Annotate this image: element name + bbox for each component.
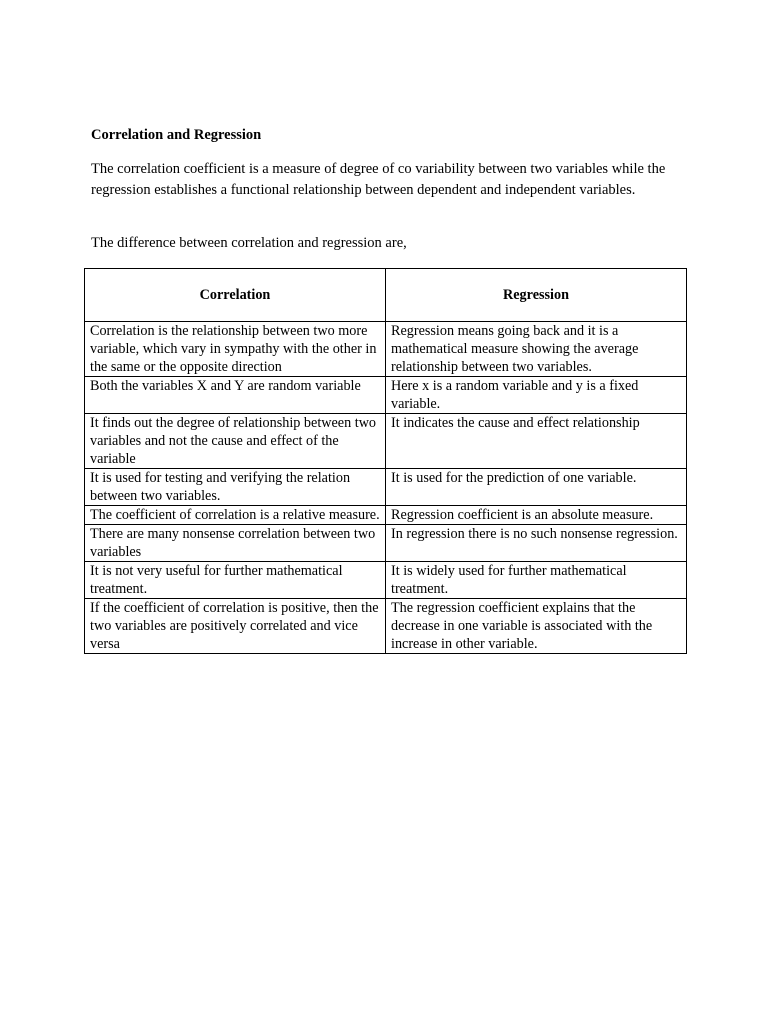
header-correlation: Correlation <box>85 269 386 322</box>
comparison-table <box>84 268 687 654</box>
correlation-cell: It is not very useful for further mathematical treatment. <box>85 562 386 599</box>
table-row <box>85 377 687 414</box>
table-row <box>85 414 687 469</box>
document-title: Correlation and Regression <box>91 127 262 143</box>
lead-sentence: The difference between correlation and regression are, <box>91 235 407 251</box>
correlation-cell: It is used for testing and verifying the relation between two variables. <box>85 469 386 506</box>
table-row <box>85 322 687 377</box>
correlation-cell: The coefficient of correlation is a relative measure. <box>85 506 386 525</box>
table-row <box>85 525 687 562</box>
table-row <box>85 469 687 506</box>
regression-cell: Regression coefficient is an absolute measure. <box>386 506 687 525</box>
correlation-cell: If the coefficient of correlation is positive, then the two variables are positively correlated and vice versa <box>85 599 386 654</box>
regression-cell: Here x is a random variable and y is a fixed variable. <box>386 377 687 414</box>
header-regression: Regression <box>386 269 687 322</box>
regression-cell: It is used for the prediction of one variable. <box>386 469 687 506</box>
regression-cell: It is widely used for further mathematical treatment. <box>386 562 687 599</box>
correlation-cell: Correlation is the relationship between two more variable, which vary in sympathy with the other in the same or the opposite direction <box>85 322 386 377</box>
table-row <box>85 599 687 654</box>
regression-cell: It indicates the cause and effect relationship <box>386 414 687 469</box>
regression-cell: Regression means going back and it is a mathematical measure showing the average relationship between two variables. <box>386 322 687 377</box>
regression-cell: The regression coefficient explains that the decrease in one variable is associated with the increase in other variable. <box>386 599 687 654</box>
correlation-cell: Both the variables X and Y are random variable <box>85 377 386 414</box>
table-header-row <box>85 269 687 322</box>
intro-paragraph: The correlation coefficient is a measure of degree of co variability between two variables while the regression establishes a functional relationship between dependent and independent variables. <box>91 161 666 198</box>
table-row <box>85 506 687 525</box>
table-row <box>85 562 687 599</box>
correlation-cell: It finds out the degree of relationship between two variables and not the cause and effect of the variable <box>85 414 386 469</box>
correlation-cell: There are many nonsense correlation between two variables <box>85 525 386 562</box>
regression-cell: In regression there is no such nonsense regression. <box>386 525 687 562</box>
